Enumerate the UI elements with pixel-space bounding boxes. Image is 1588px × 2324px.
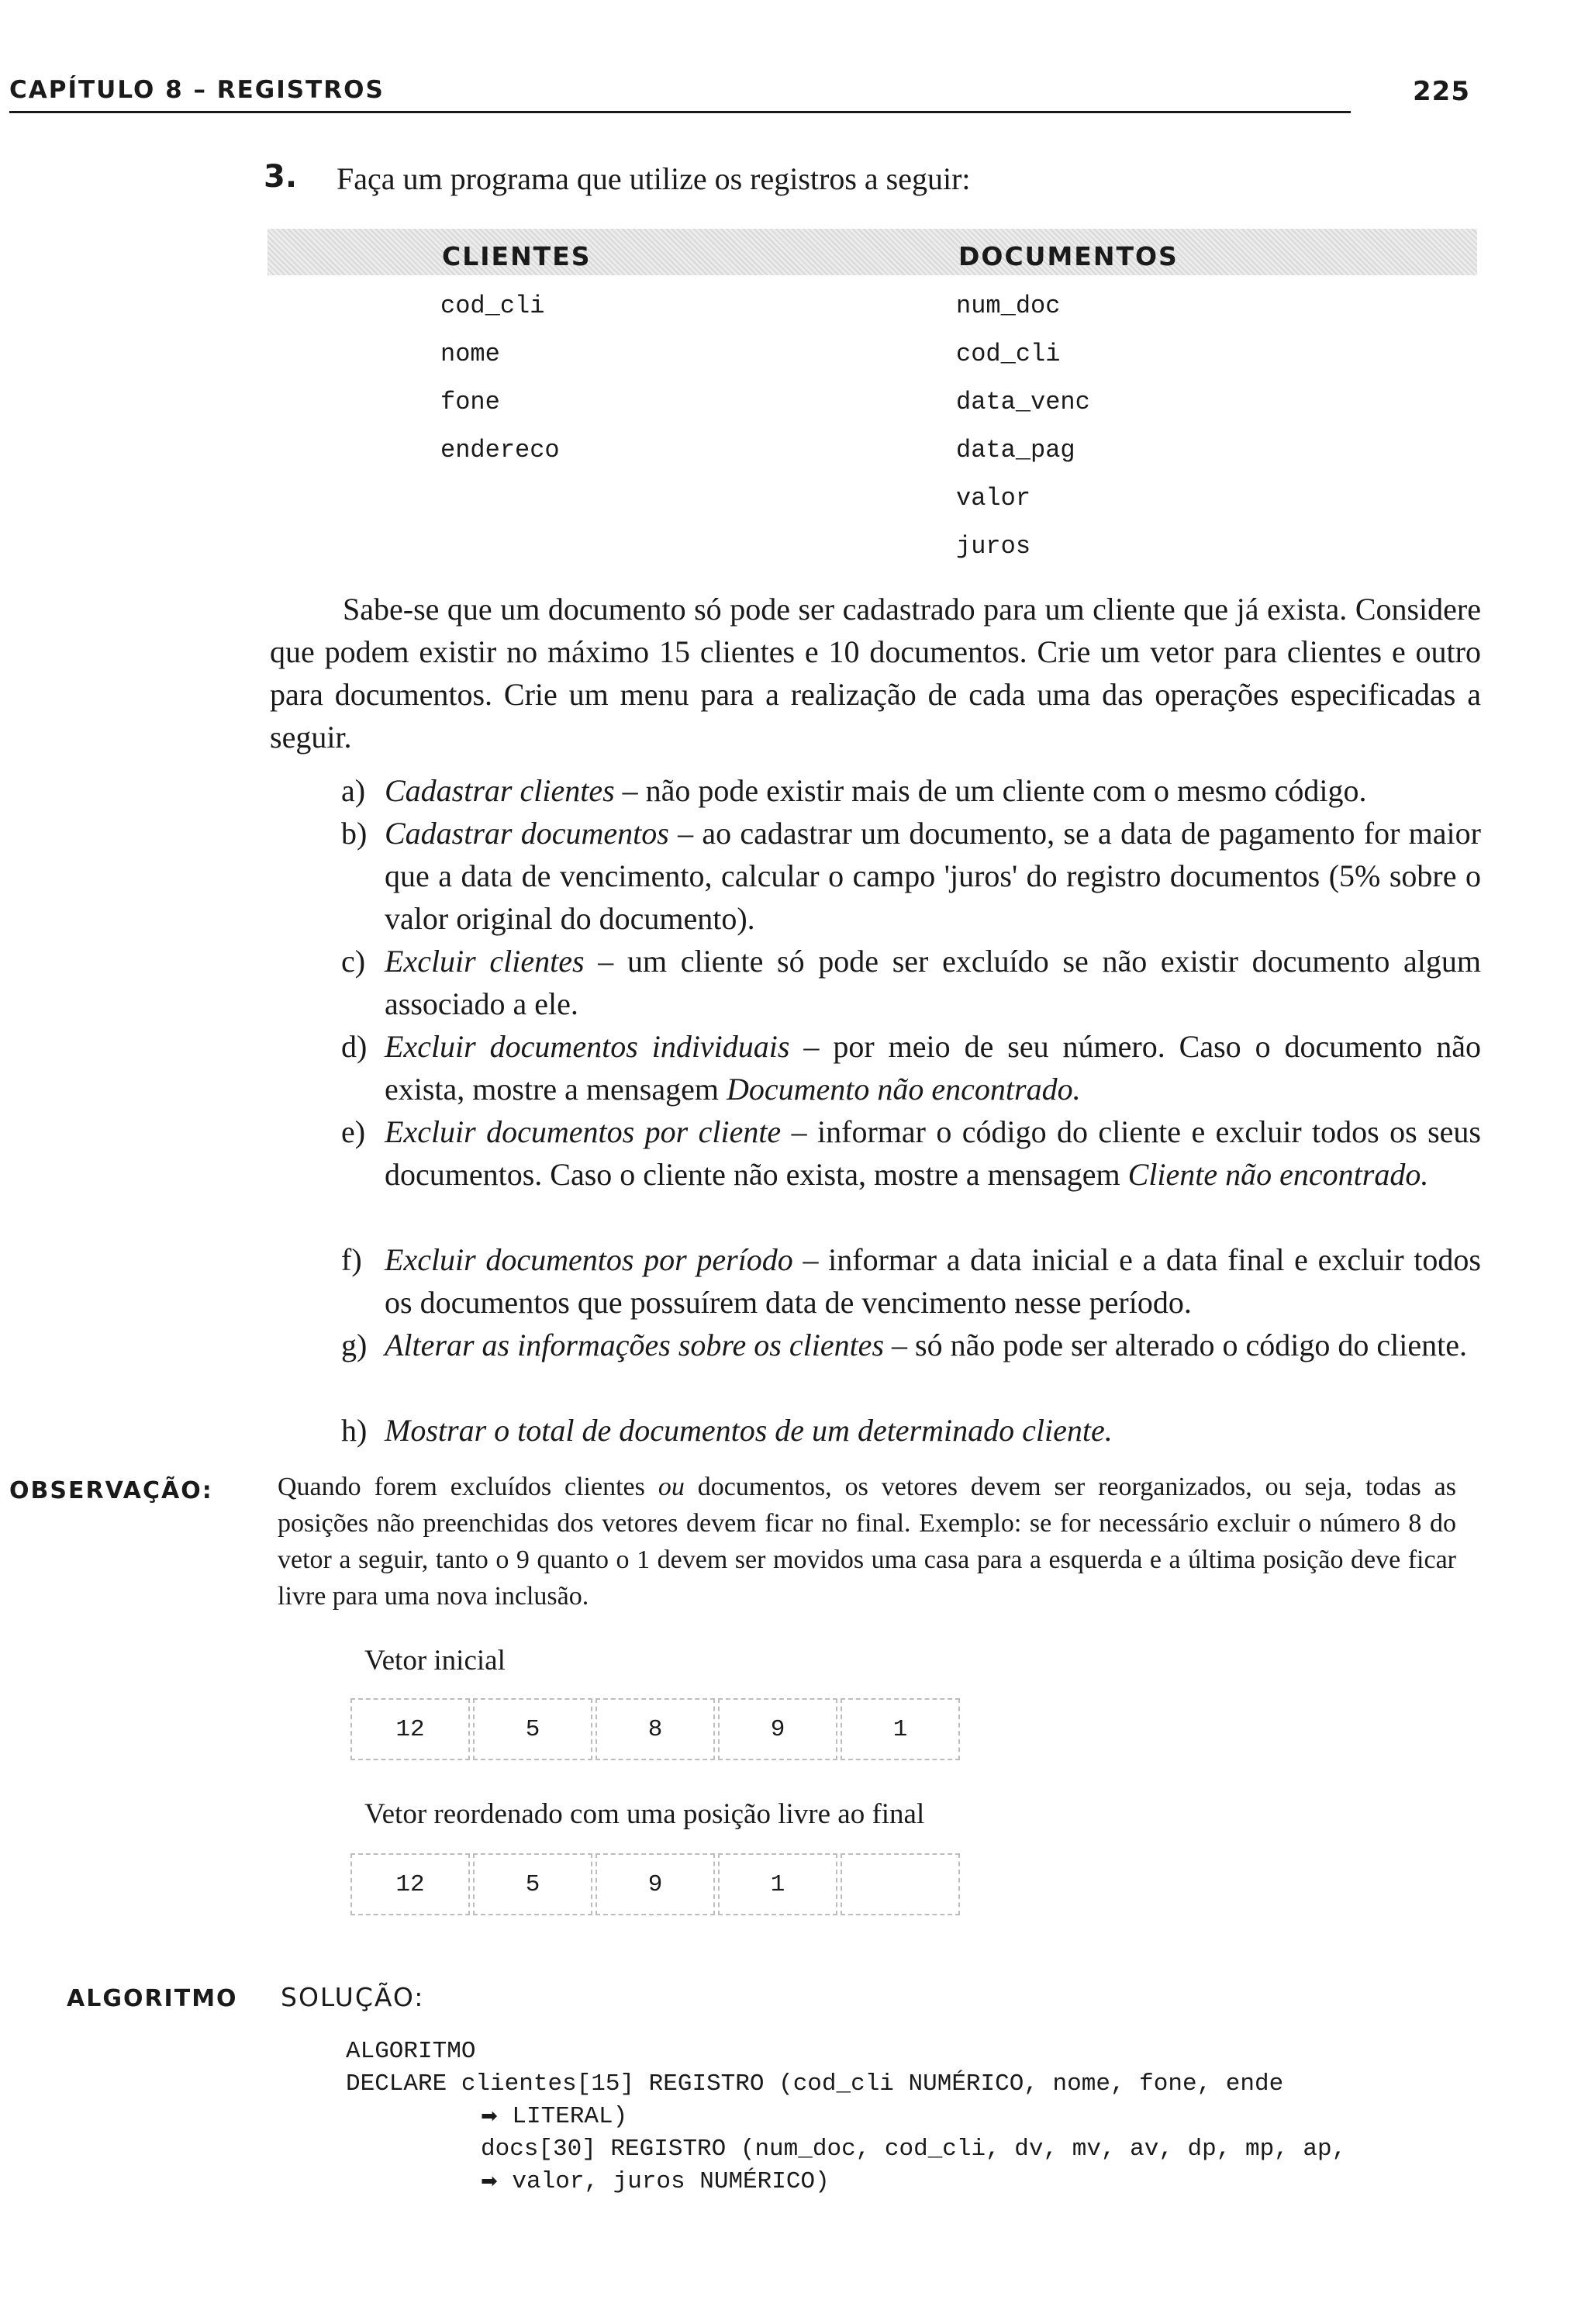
vector-cell-empty bbox=[841, 1853, 960, 1915]
reordered-vector bbox=[350, 1853, 963, 1915]
vector-cell: 8 bbox=[596, 1698, 715, 1760]
running-head: CAPÍTULO 8 – REGISTROS bbox=[9, 76, 385, 104]
item-text: – não pode existir mais de um cliente com o mesmo código. bbox=[614, 773, 1367, 808]
item-text: – por meio de seu número. Caso o documento não exista, mostre a mensagem bbox=[385, 1029, 1481, 1107]
vector-cell: 9 bbox=[596, 1853, 715, 1915]
operation-item bbox=[341, 1409, 1481, 1452]
item-title: Mostrar o total de documentos de um determinado cliente. bbox=[385, 1413, 1113, 1448]
intro-text: Sabe-se que um documento só pode ser cadastrado para um cliente que já exista. Considere que podem existir no máximo 15 clientes e 10 documentos. Crie um vetor para clientes e outro para documentos. Crie um menu para a realização de cada uma das operações especificadas a seguir. bbox=[270, 592, 1481, 755]
exercise-number: 3. bbox=[264, 159, 298, 195]
documentos-record-title: DOCUMENTOS bbox=[958, 241, 1179, 271]
page-number: 225 bbox=[1413, 76, 1470, 107]
item-title: Alterar as informações sobre os clientes bbox=[385, 1328, 885, 1362]
item-label: h) bbox=[341, 1413, 368, 1448]
vector-cell: 5 bbox=[473, 1698, 592, 1760]
operation-item bbox=[341, 1324, 1481, 1366]
vector-cell: 12 bbox=[350, 1853, 470, 1915]
item-label: b) bbox=[341, 816, 368, 851]
observation-text-italic: ou bbox=[658, 1473, 685, 1501]
clientes-record-title: CLIENTES bbox=[442, 241, 592, 271]
exercise-statement: Faça um programa que utilize os registros a seguir: bbox=[337, 161, 971, 196]
item-title: Cadastrar clientes bbox=[385, 773, 615, 808]
code-line: DECLARE clientes[15] REGISTRO (cod_cli NUMÉRICO, nome, fone, ende bbox=[346, 2070, 1284, 2098]
item-label: g) bbox=[341, 1328, 368, 1362]
code-line: LITERAL) bbox=[512, 2103, 628, 2130]
observation-text bbox=[278, 1469, 1456, 1614]
item-text: – ao cadastrar um documento, se a data de pagamento for maior que a data de vencimento, calcular o campo 'juros' do registro documentos (5% sobre o valor original do documento). bbox=[385, 816, 1481, 936]
item-message: Cliente não encontrado. bbox=[1127, 1157, 1429, 1192]
documentos-field: data_venc bbox=[956, 388, 1090, 416]
clientes-field: nome bbox=[440, 340, 500, 368]
documentos-field: valor bbox=[956, 484, 1031, 513]
code-line: docs[30] REGISTRO (num_doc, cod_cli, dv, mv, av, dp, mp, ap, bbox=[481, 2136, 1347, 2163]
vector-cell: 1 bbox=[841, 1698, 960, 1760]
item-text: – só não pode ser alterado o código do cliente. bbox=[884, 1328, 1468, 1362]
algorithm-label: ALGORITMO bbox=[67, 1985, 238, 2012]
item-title: Excluir documentos por cliente bbox=[385, 1114, 782, 1149]
item-message: Documento não encontrado. bbox=[726, 1072, 1081, 1107]
documentos-field: num_doc bbox=[956, 292, 1061, 320]
item-text: – informar o código do cliente e excluir todos os seus documentos. Caso o cliente não exista, mostre a mensagem bbox=[385, 1114, 1481, 1192]
code-line-continuation bbox=[481, 2168, 830, 2195]
code-line: valor, juros NUMÉRICO) bbox=[512, 2168, 830, 2195]
reordered-vector-caption: Vetor reordenado com uma posição livre ao final bbox=[364, 1798, 925, 1830]
item-title: Cadastrar documentos bbox=[385, 816, 669, 851]
observation-text-start: Quando forem excluídos clientes bbox=[278, 1473, 658, 1501]
code-line-continuation bbox=[481, 2103, 627, 2130]
clientes-field: cod_cli bbox=[440, 292, 545, 320]
item-label: c) bbox=[341, 944, 366, 979]
solution-label: SOLUÇÃO: bbox=[281, 1982, 425, 2012]
operation-item bbox=[341, 1110, 1481, 1196]
item-label: a) bbox=[341, 773, 366, 808]
code-line: ALGORITMO bbox=[346, 2038, 476, 2065]
operation-item bbox=[341, 1238, 1481, 1324]
initial-vector bbox=[350, 1698, 963, 1760]
item-title: Excluir documentos por período bbox=[385, 1242, 793, 1277]
right-arrow-icon: ➡ bbox=[481, 2170, 498, 2193]
vector-cell: 9 bbox=[718, 1698, 837, 1760]
operation-item bbox=[341, 812, 1481, 940]
item-label: f) bbox=[341, 1242, 362, 1277]
initial-vector-caption: Vetor inicial bbox=[364, 1645, 506, 1677]
item-title: Excluir clientes bbox=[385, 944, 585, 979]
vector-cell: 5 bbox=[473, 1853, 592, 1915]
observation-text-end: documentos, os vetores devem ser reorganizados, ou seja, todas as posições não preenchidas dos vetores devem ficar no final. Exemplo: se for necessário excluir o número 8 do vetor a seguir, tanto o 9 quanto o 1 devem ser movidos uma casa para a esquerda e a última posição deve ficar livre para uma nova inclusão. bbox=[278, 1473, 1456, 1611]
vector-cell: 12 bbox=[350, 1698, 470, 1760]
header-rule bbox=[9, 111, 1351, 113]
item-label: d) bbox=[341, 1029, 368, 1064]
item-title: Excluir documentos individuais bbox=[385, 1029, 790, 1064]
intro-paragraph bbox=[270, 588, 1481, 758]
item-text: – um cliente só pode ser excluído se não existir documento algum associado a ele. bbox=[385, 944, 1481, 1021]
observation-label: OBSERVAÇÃO: bbox=[9, 1477, 213, 1504]
item-label: e) bbox=[341, 1114, 366, 1149]
documentos-field: juros bbox=[956, 532, 1031, 561]
vector-cell: 1 bbox=[718, 1853, 837, 1915]
clientes-field: fone bbox=[440, 388, 500, 416]
operation-item bbox=[341, 940, 1481, 1025]
operation-item bbox=[341, 1025, 1481, 1110]
item-text: – informar a data inicial e a data final e excluir todos os documentos que possuírem data de vencimento nesse período. bbox=[385, 1242, 1481, 1320]
right-arrow-icon: ➡ bbox=[481, 2105, 498, 2128]
documentos-field: data_pag bbox=[956, 436, 1075, 464]
operation-item bbox=[341, 769, 1481, 812]
documentos-field: cod_cli bbox=[956, 340, 1061, 368]
clientes-field: endereco bbox=[440, 436, 560, 464]
